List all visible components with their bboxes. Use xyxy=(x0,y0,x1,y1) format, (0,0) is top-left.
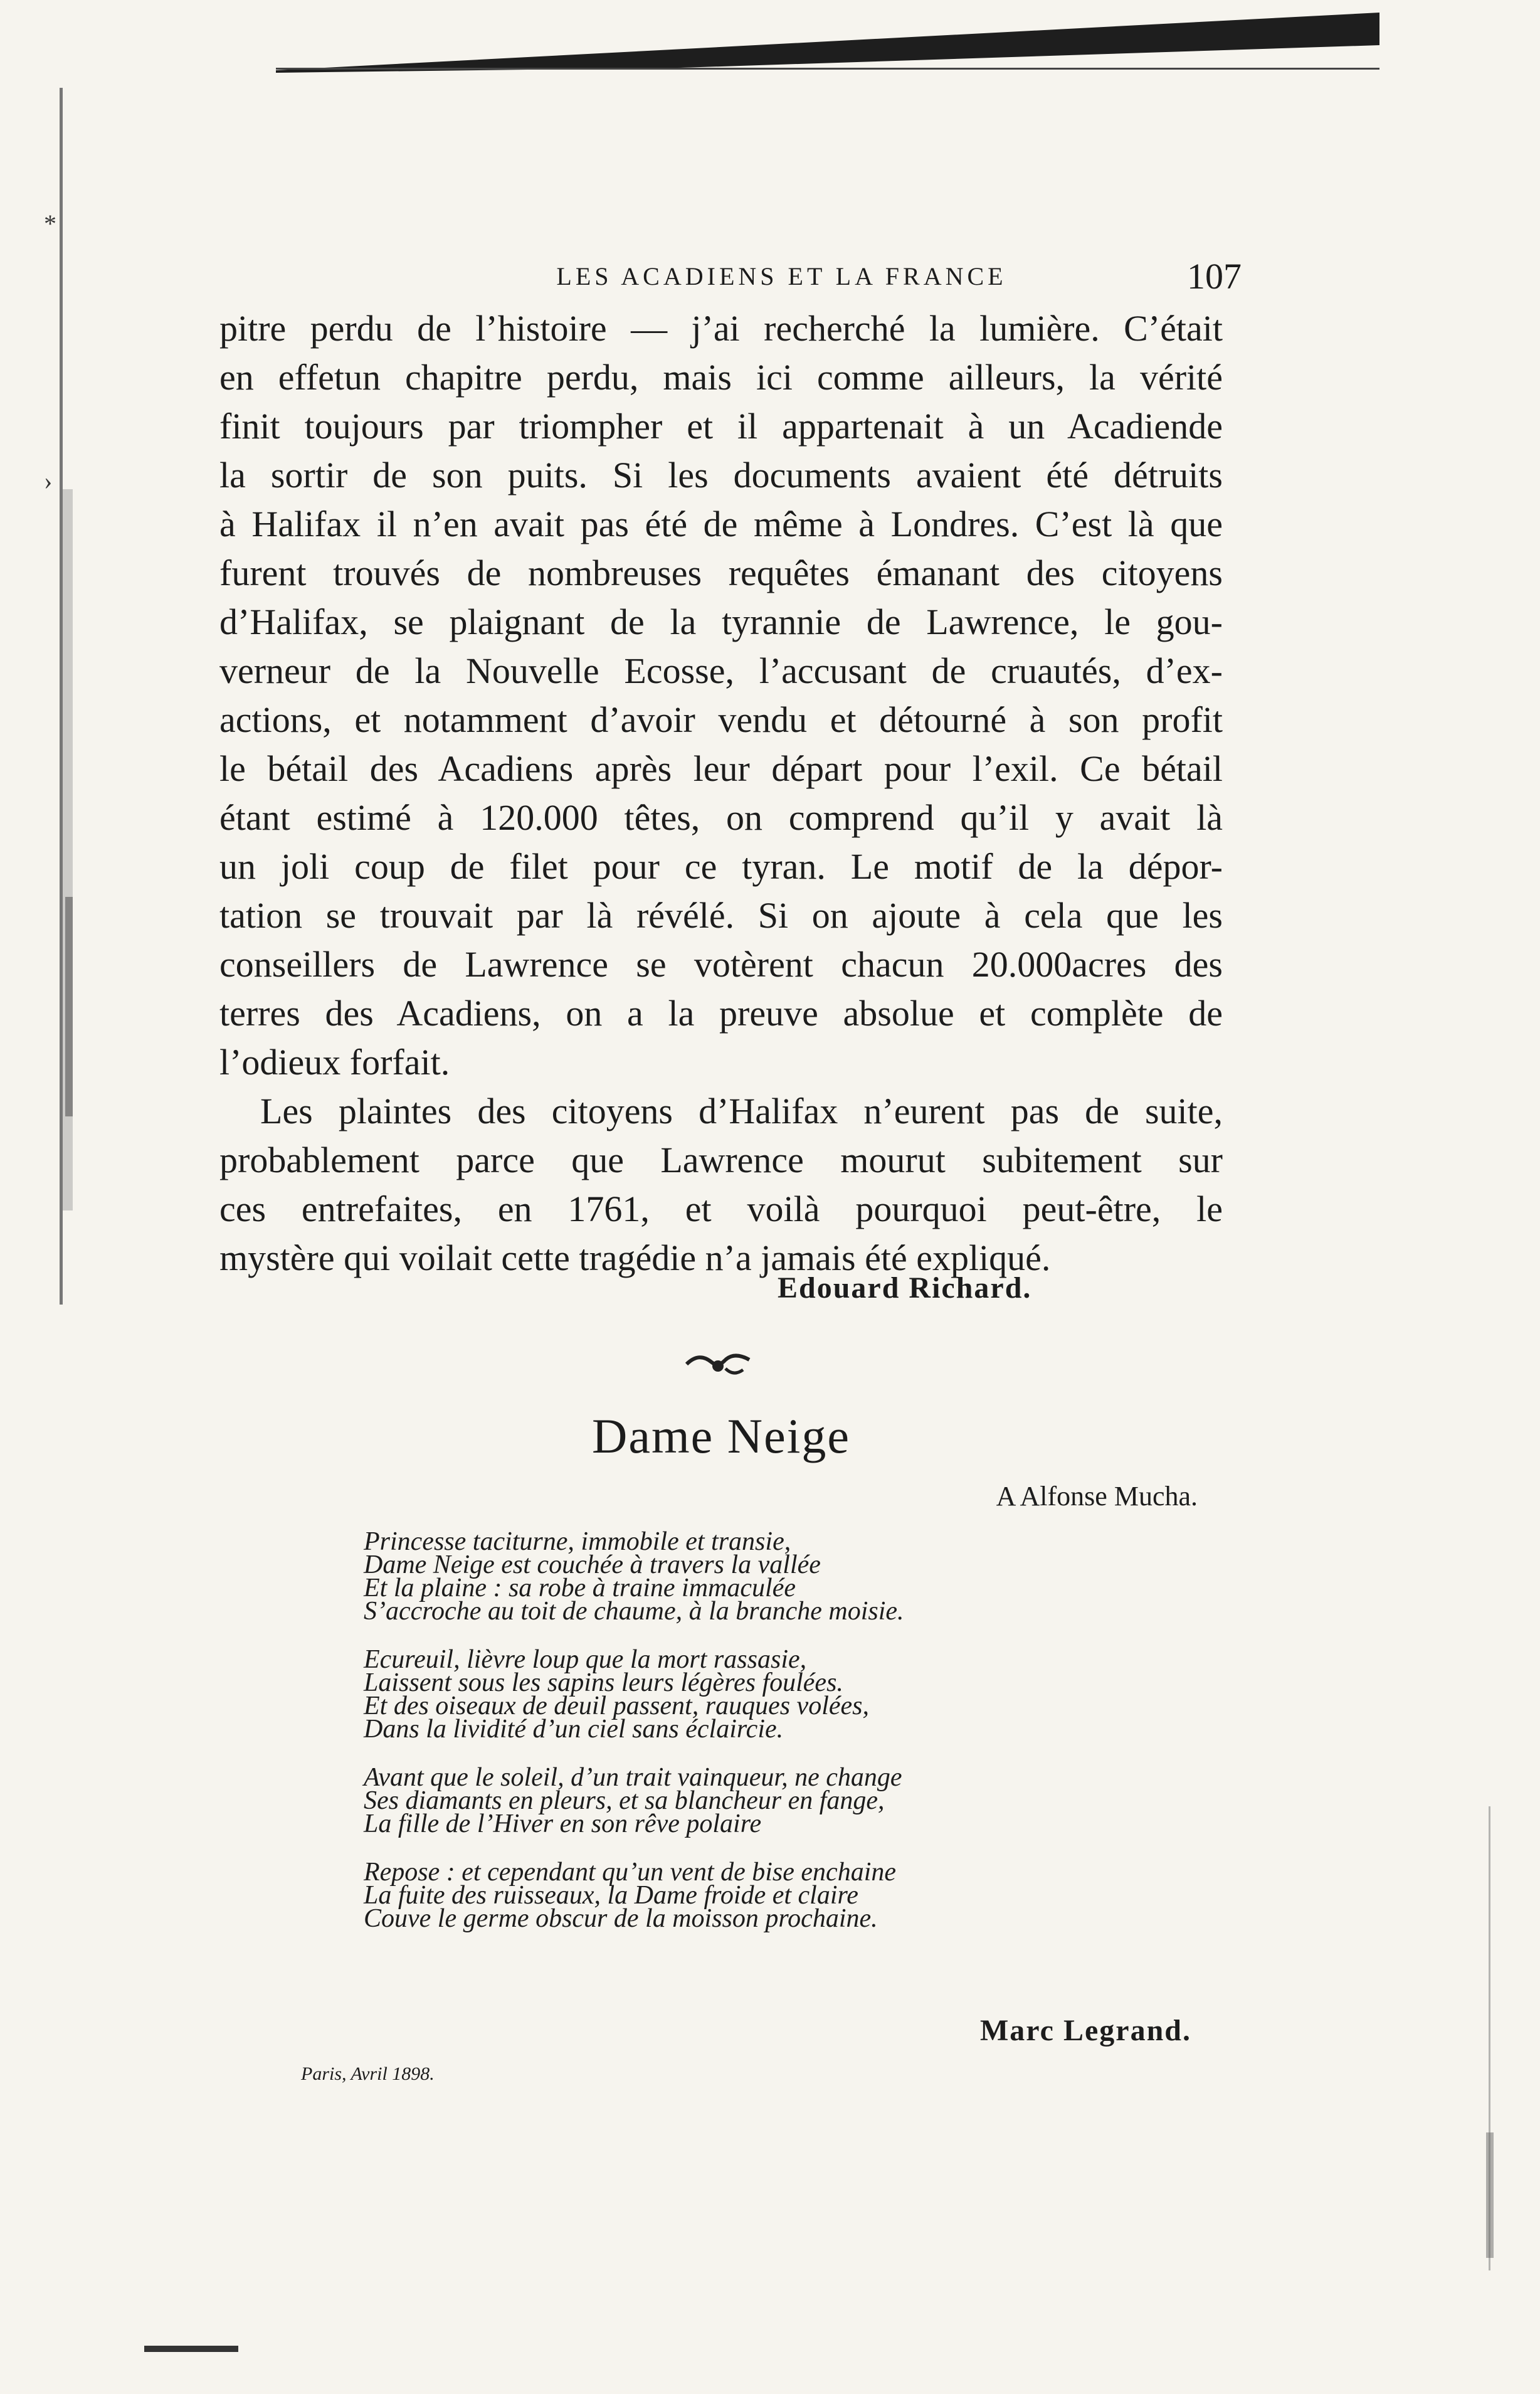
verse-line: Avant que le soleil, d’un trait vainqueur, ne change xyxy=(364,1763,902,1792)
scan-top-artifact xyxy=(276,13,1379,73)
text-line: la sortir de son puits. Si les documents avaient été détruits xyxy=(219,455,1223,495)
verse-line: Et la plaine : sa robe à traine immaculée xyxy=(364,1574,796,1602)
text-line: terres des Acadiens, on a la preuve absolue et complète de xyxy=(219,993,1223,1034)
svg-text:›: › xyxy=(44,467,53,495)
text-line: pitre perdu de l’histoire — j’ai recherché la lumière. C’était xyxy=(219,308,1223,349)
verse-line: Ecureuil, lièvre loup que la mort rassasie, xyxy=(364,1645,807,1674)
text-line: probablement parce que Lawrence mourut subitement sur xyxy=(219,1140,1223,1180)
verse-line: Dans la lividité d’un ciel sans éclaircie. xyxy=(364,1715,784,1744)
text-line: Les plaintes des citoyens d’Halifax n’eurent pas de suite, xyxy=(260,1091,1223,1131)
verse-line: La fuite des ruisseaux, la Dame froide et claire xyxy=(364,1881,858,1910)
text-line: le bétail des Acadiens après leur départ pour l’exil. Ce bétail xyxy=(219,748,1223,789)
stanza xyxy=(364,1645,1191,1744)
verse-line: Et des oiseaux de deuil passent, rauques volées, xyxy=(364,1692,869,1720)
text-line: en effetun chapitre perdu, mais ici comme ailleurs, la vérité xyxy=(219,357,1223,398)
verse-line: Laissent sous les sapins leurs légères foulées. xyxy=(364,1668,843,1697)
scan-right-edge xyxy=(1474,1806,1517,2270)
text-line: étant estimé à 120.000 têtes, on comprend qu’il y avait là xyxy=(219,797,1223,838)
text-line: l’odieux forfait. xyxy=(219,1042,450,1083)
verse-line: S’accroche au toit de chaume, à la branche moisie. xyxy=(364,1597,904,1626)
text-line: conseillers de Lawrence se votèrent chacun 20.000acres des xyxy=(219,944,1223,985)
stanza xyxy=(364,1858,1191,1933)
page-number: 107 xyxy=(1187,255,1242,297)
verse-line: La fille de l’Hiver en son rêve polaire xyxy=(364,1809,762,1838)
text-line: furent trouvés de nombreuses requêtes émanant des citoyens xyxy=(219,553,1223,593)
stanza xyxy=(364,1763,1191,1838)
text-line: ces entrefaites, en 1761, et voilà pourquoi peut-être, le xyxy=(219,1189,1223,1229)
scan-left-edge xyxy=(0,50,82,1305)
poem-body xyxy=(364,1527,1191,1956)
text-line: tation se trouvait par là révélé. Si on ajoute à cela que les xyxy=(219,895,1223,936)
running-head xyxy=(351,251,1242,301)
verse-line: Dame Neige est couchée à travers la vallée xyxy=(364,1550,821,1579)
text-line: un joli coup de filet pour ce tyran. Le motif de la dépor- xyxy=(219,846,1223,887)
svg-text:*: * xyxy=(44,209,56,238)
scan-bottom-mark xyxy=(144,2346,238,2352)
verse-line: Couve le germe obscur de la moisson prochaine. xyxy=(364,1904,878,1933)
stanza xyxy=(364,1527,1191,1626)
running-title: LES ACADIENS ET LA FRANCE xyxy=(556,262,1007,290)
body-text xyxy=(219,304,1223,1283)
text-line: d’Halifax, se plaignant de la tyrannie de Lawrence, le gou- xyxy=(219,601,1223,642)
poem-dedication: A Alfonse Mucha. xyxy=(996,1481,1198,1512)
text-line: finit toujours par triompher et il appartenait à un Acadiende xyxy=(219,406,1223,447)
verse-line: Princesse taciturne, immobile et transie, xyxy=(364,1527,791,1556)
text-line: verneur de la Nouvelle Ecosse, l’accusant de cruautés, d’ex- xyxy=(219,650,1223,691)
place-date: Paris, Avril 1898. xyxy=(301,2063,435,2084)
ornament-icon xyxy=(680,1342,756,1386)
verse-line: Repose : et cependant qu’un vent de bise enchaine xyxy=(364,1858,897,1887)
text-line: mystère qui voilait cette tragédie n’a jamais été expliqué. xyxy=(219,1237,1051,1278)
poem-title: Dame Neige xyxy=(592,1409,850,1463)
text-line: à Halifax il n’en avait pas été de même à Londres. C’est là que xyxy=(219,504,1223,544)
text-line: actions, et notamment d’avoir vendu et détourné à son profit xyxy=(219,699,1223,740)
author-signature: Edouard Richard. xyxy=(778,1271,1032,1305)
verse-line: Ses diamants en pleurs, et sa blancheur en fange, xyxy=(364,1786,885,1815)
poet-signature: Marc Legrand. xyxy=(979,2014,1191,2047)
